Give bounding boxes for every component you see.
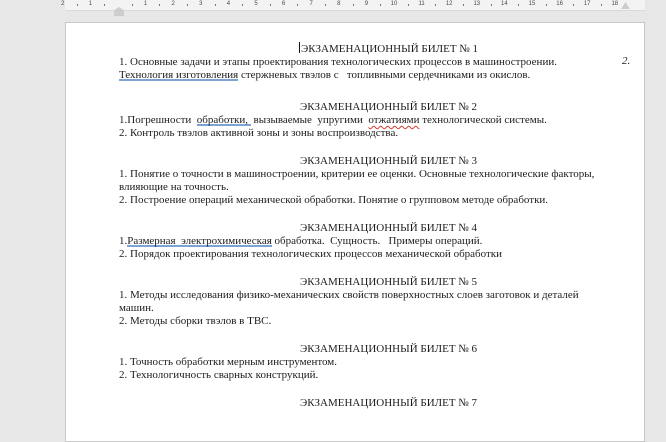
ruler-number: 11 [418,1,425,7]
ruler-tick [270,4,271,6]
ticket-line[interactable] [119,235,624,248]
ruler-number: 10 [390,1,398,7]
ticket-title[interactable]: ЭКЗАМЕНАЦИОННЫЙ БИЛЕТ № 2 [299,101,478,113]
ruler-tick [77,4,78,6]
text-segment: 1. [119,235,128,247]
ruler-number: 1 [143,1,148,7]
ruler-tick [601,4,602,6]
ticket-line[interactable] [119,356,624,369]
text-segment: 1. Понятие о точности в машиностроении, критерии ее оценки. Основные технологические факторы, [119,168,595,180]
text-segment: 2. Контроль твэлов активной зоны и зоны воспроизводства. [119,127,399,139]
exam-ticket [119,343,624,382]
exam-ticket [119,276,624,328]
ruler-number: 15 [528,1,536,7]
text-segment: 1. Основные задачи и этапы проектирования технологических процессов в машиностроении. [119,56,557,68]
ruler-tick [132,4,133,6]
exam-ticket [119,397,624,410]
ruler-tick [353,4,354,6]
text-segment: 1. Методы исследования физико-механических свойств поверхностных слоев заготовок и деталей [119,289,579,301]
ruler-number: 3 [199,1,203,7]
ticket-line[interactable] [119,302,624,315]
ruler-number: 18 [611,1,619,7]
document-page[interactable] [65,22,645,442]
text-segment: 2. Технологичность сварных конструкций. [119,369,319,381]
ruler-tick [242,4,243,6]
ruler-number: 17 [583,1,591,7]
exam-ticket [119,222,624,261]
ruler-number: 8 [337,1,341,7]
ruler-number: 2 [171,1,175,7]
ruler-number: 16 [556,1,563,7]
ruler-number: 9 [364,1,369,7]
ruler-number: 1 [88,1,93,7]
ticket-line[interactable] [119,369,624,382]
ruler-tick [573,4,574,6]
ticket-line[interactable] [119,289,624,302]
text-segment: технологической системы. [419,114,547,126]
misspelled-word: отжатиями [368,114,420,126]
text-segment: 2. Методы сборки твэлов в ТВС. [119,315,272,327]
ruler-number: 6 [281,1,286,7]
ticket-line[interactable] [119,248,624,261]
ruler-tick [518,4,519,6]
text-segment: 1. Точность обработки мерным инструментом. [119,356,338,368]
ruler-tick [215,4,216,6]
ruler-tick [187,4,188,6]
text-segment: обработка. Сущность. Примеры операций. [271,235,483,247]
grammar-flagged-text: Технология изготовления [119,69,239,81]
exam-ticket [119,101,624,140]
ruler-tick [408,4,409,6]
ticket-line[interactable] [119,127,624,140]
ruler-number: 4 [226,1,231,7]
ticket-line[interactable] [119,69,624,82]
horizontal-ruler[interactable] [61,0,645,11]
ruler-number: 12 [445,1,453,7]
ruler-tick [491,4,492,6]
exam-ticket [119,42,624,82]
text-segment: стержневых твэлов с топливными сердечниками из окислов. [238,69,531,81]
text-segment: машин. [119,302,154,314]
grammar-flagged-text: обработки, [196,114,251,126]
ruler-tick [435,4,436,6]
text-segment: вызываемые упругими [250,114,369,126]
ruler-number: 5 [254,1,258,7]
ticket-title[interactable]: ЭКЗАМЕНАЦИОННЫЙ БИЛЕТ № 6 [299,343,478,355]
ruler-tick [380,4,381,6]
ruler-tick [159,4,160,6]
ticket-line[interactable] [119,114,624,127]
ruler-number: 13 [473,1,481,7]
ruler-number: 14 [501,1,508,7]
ticket-line[interactable] [119,56,624,69]
text-segment: 2. Построение операций механической обработки. Понятие о групповом методе обработки. [119,194,549,206]
ruler-number: 7 [309,1,313,7]
ruler-tick [297,4,298,6]
ticket-title[interactable]: ЭКЗАМЕНАЦИОННЫЙ БИЛЕТ № 3 [299,155,478,167]
ticket-title[interactable]: ЭКЗАМЕНАЦИОННЫЙ БИЛЕТ № 1 [300,43,479,55]
ruler-tick [546,4,547,6]
text-cursor [299,42,300,53]
text-segment: 1.Погрешности [119,114,197,126]
ticket-title[interactable]: ЭКЗАМЕНАЦИОННЫЙ БИЛЕТ № 5 [299,276,478,288]
ticket-line[interactable] [119,194,624,207]
exam-ticket [119,155,624,207]
side-note-text[interactable]: 2. [622,55,631,67]
document-content[interactable] [119,42,624,410]
ruler-tick [325,4,326,6]
ticket-line[interactable] [119,315,624,328]
ruler-number: 2 [61,1,65,7]
ticket-title[interactable]: ЭКЗАМЕНАЦИОННЫЙ БИЛЕТ № 7 [299,397,478,409]
ticket-line[interactable] [119,181,624,194]
ruler-tick [104,4,105,6]
grammar-flagged-text: Размерная электрохимическая [127,235,272,247]
text-segment: 2. Порядок проектирования технологических процессов механической обработки [119,248,503,260]
ticket-title[interactable]: ЭКЗАМЕНАЦИОННЫЙ БИЛЕТ № 4 [299,222,478,234]
text-segment: влияющие на точность. [119,181,229,193]
ticket-line[interactable] [119,168,624,181]
ruler-tick [463,4,464,6]
